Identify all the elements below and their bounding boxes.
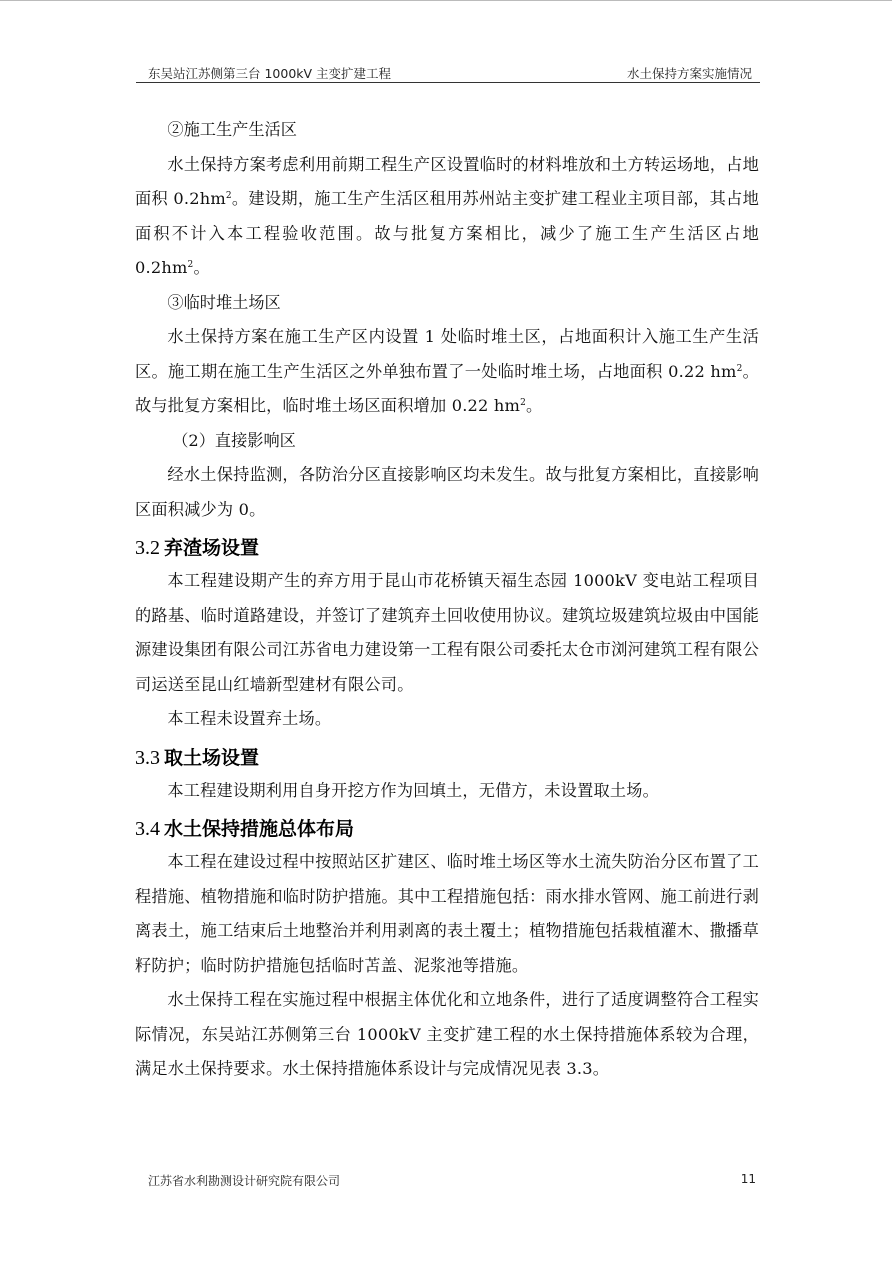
section-heading-3-3	[135, 737, 759, 774]
section-title-text: 弃渣场设置	[164, 537, 260, 559]
header-project-title: 东吴站江苏侧第三台 1000kV 主变扩建工程	[148, 66, 392, 81]
paragraph-direct-impact: 经水土保持监测，各防治分区直接影响区均未发生。故与批复方案相比，直接影响区面积减少为 0。	[135, 465, 759, 519]
text-run: 。故与批复方案相比，临时堆土场区面积增加 0.22 hm	[135, 361, 760, 415]
page-body	[135, 113, 759, 1087]
item-heading-direct-impact: （2）直接影响区	[172, 430, 296, 450]
header-chapter-title: 水土保持方案实施情况	[626, 66, 752, 81]
header-rule	[136, 82, 760, 83]
section-number: 3.4	[135, 818, 160, 840]
page-number: 11	[740, 1172, 756, 1186]
item-heading-temp-soil-area: ③临时堆土场区	[167, 292, 281, 312]
paragraph-3-4-summary: 水土保持工程在实施过程中根据主体优化和立地条件，进行了适度调整符合工程实际情况，东吴站江苏侧第三台 1000kV 主变扩建工程的水土保持措施体系较为合理，满足水土保持要求。水土保持措施体系设计与完成情况见表 3.3。	[135, 990, 759, 1078]
paragraph-3-2-no-spoil: 本工程未设置弃土场。	[167, 709, 332, 728]
page-footer	[148, 1172, 760, 1190]
superscript: 2	[187, 260, 194, 270]
section-heading-3-2	[135, 527, 759, 564]
text-run: 。	[193, 258, 210, 277]
text-run: 水土保持方案考虑利用前期工程生产区设置临时的材料堆放和土方转运场地，占地面积 0.2hm	[135, 154, 759, 208]
superscript: 2	[520, 398, 527, 408]
paragraph-3-3-borrow: 本工程建设期利用自身开挖方作为回填土，无借方，未设置取土场。	[167, 780, 660, 800]
paragraph-construction-area	[135, 148, 759, 286]
paragraph-3-4-layout: 本工程在建设过程中按照站区扩建区、临时堆土场区等水土流失防治分区布置了工程措施、植物措施和临时防护措施。其中工程措施包括：雨水排水管网、施工前进行剥离表土，施工结束后土地整治并利用剥离的表土覆土；植物措施包括栽植灌木、撒播草籽防护；临时防护措施包括临时苫盖、泥浆池等措施。	[135, 852, 759, 975]
paragraph-3-2-disposal: 本工程建设期产生的弃方用于昆山市花桥镇天福生态园 1000kV 变电站工程项目的路基、临时道路建设，并签订了建筑弃土回收使用协议。建筑垃圾建筑垃圾由中国能源建设集团有限公司江苏省电力建设第一工程有限公司委托太仓市浏河建筑工程有限公司运送至昆山红墙新型建材有限公司。	[135, 571, 759, 694]
superscript: 2	[225, 191, 232, 201]
section-title-text: 水土保持措施总体布局	[164, 818, 355, 840]
text-run: 。	[526, 396, 543, 415]
page-header	[136, 64, 760, 82]
page-top-border	[0, 0, 892, 1]
text-run: 。建设期，施工生产生活区租用苏州站主变扩建工程业主项目部，其占地面积不计入本工程验收范围。故与批复方案相比，减少了施工生产生活区占地 0.2hm	[135, 189, 759, 277]
footer-organization: 江苏省水利勘测设计研究院有限公司	[148, 1174, 341, 1188]
paragraph-temp-soil-area	[135, 320, 759, 424]
section-number: 3.2	[135, 537, 160, 559]
section-title-text: 取土场设置	[164, 746, 260, 769]
section-heading-3-4	[135, 808, 759, 845]
section-number: 3.3	[135, 746, 160, 769]
text-run: 水土保持方案在施工生产区内设置 1 处临时堆土区，占地面积计入施工生产生活区。施工期在施工生产生活区之外单独布置了一处临时堆土场，占地面积 0.22 hm	[135, 327, 759, 381]
superscript: 2	[736, 363, 743, 374]
item-heading-construction-area: ②施工生产生活区	[167, 120, 297, 139]
